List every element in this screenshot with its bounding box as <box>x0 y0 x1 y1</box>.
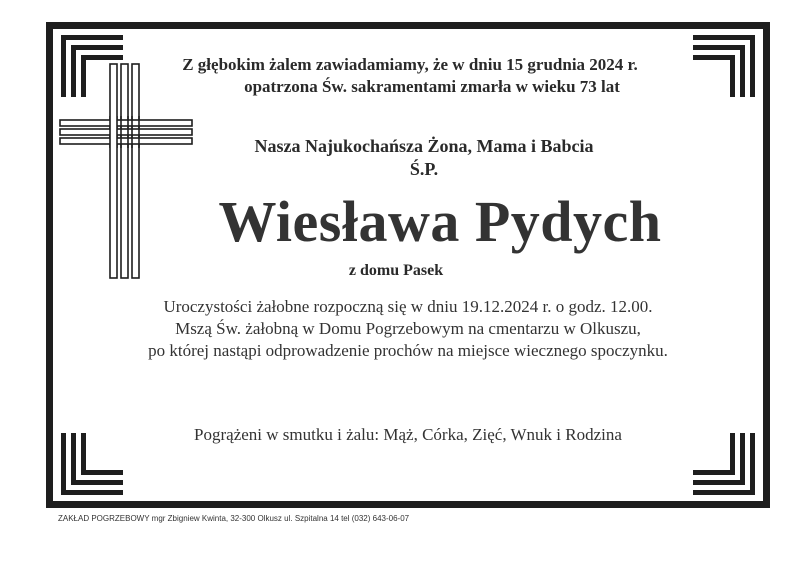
funeral-line-3: po której nastąpi odprowadzenie prochów na miejsce wiecznego spoczynku. <box>148 341 668 360</box>
funeral-line-1: Uroczystości żałobne rozpoczną się w dniu 19.12.2024 r. o godz. 12.00. <box>163 297 653 316</box>
funeral-home-footer: ZAKŁAD POGRZEBOWY mgr Zbigniew Kwinta, 32-300 Olkusz ul. Szpitalna 14 tel (032) 643-06-07 <box>58 514 410 523</box>
intro-line-1: Z głębokim żalem zawiadamiamy, że w dniu 15 grudnia 2024 r. <box>182 55 638 74</box>
maiden-name: z domu Pasek <box>348 262 444 279</box>
mourners-line: Pogrążeni w smutku i żalu: Mąż, Córka, Zięć, Wnuk i Rodzina <box>194 425 622 444</box>
intro-line-2: opatrzona Św. sakramentami zmarła w wieku 73 lat <box>244 77 620 96</box>
relation-line: Nasza Najukochańsza Żona, Mama i Babcia <box>254 136 594 156</box>
honorific: Ś.P. <box>409 159 439 179</box>
funeral-line-2: Mszą Św. żałobną w Domu Pogrzebowym na cmentarzu w Olkuszu, <box>175 319 641 338</box>
deceased-name: Wiesława Pydych <box>218 189 662 254</box>
